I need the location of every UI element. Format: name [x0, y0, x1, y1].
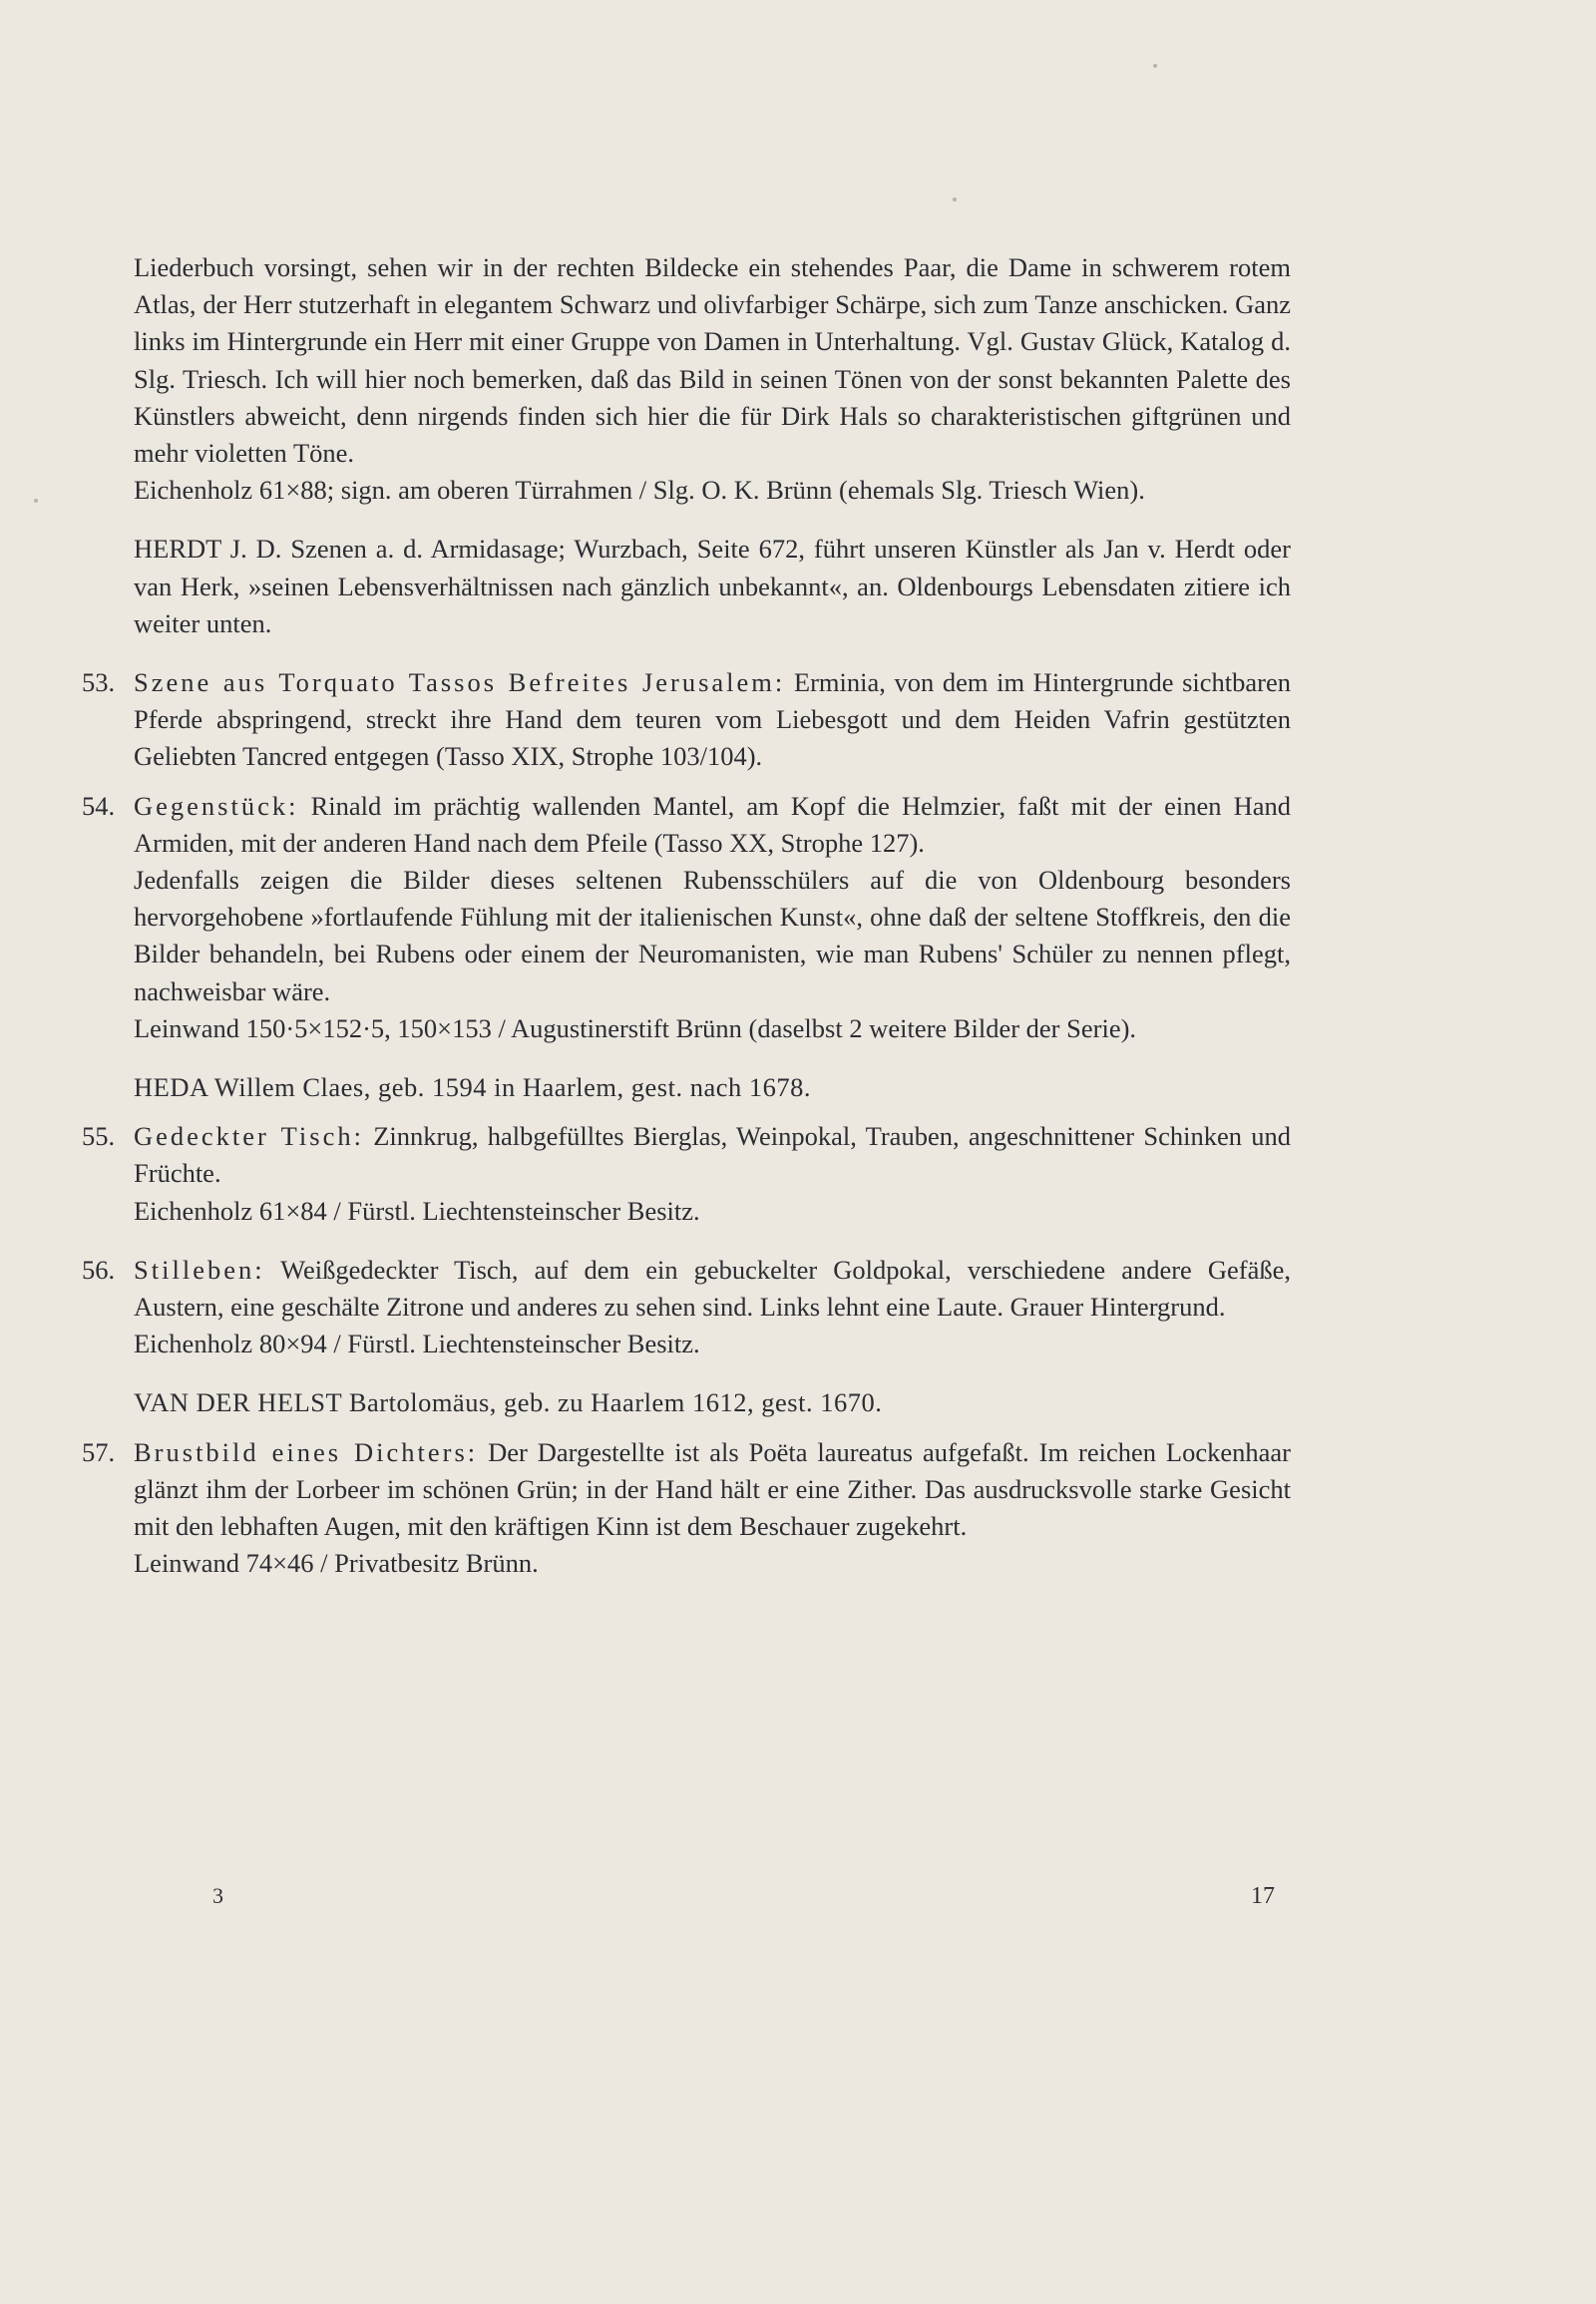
entry-material: Eichenholz 80×94 / Fürstl. Liechtensteinscher Besitz. [134, 1329, 700, 1359]
entry-commentary: Jedenfalls zeigen die Bilder dieses seltenen Rubensschülers auf die von Oldenbourg besonders hervorgehobene »fortlaufende Fühlung mit der italienischen Kunst«, ohne daß der seltene Stoffkreis, den die Bilder behandeln, bei Rubens oder einem der Neuromanisten, wie man Rubens' Schüler zu nennen pflegt, nachweisbar wäre. [134, 865, 1291, 1006]
entry-title: Gegenstück: [134, 790, 299, 821]
entry-title: Gedeckter Tisch: [134, 1121, 364, 1152]
entry-title: Brustbild eines Dichters: [134, 1436, 479, 1467]
main-text [82, 249, 1291, 1583]
paper-speck [953, 197, 957, 201]
entry-text: Erminia, von dem im Hintergrunde sichtbaren Pferde abspringend, streckt ihre Hand dem teuren vom Liebesgott und dem Heiden Vafrin gestützten Geliebten Tancred entgegen (Tasso XIX, Strophe 103/104). [134, 667, 1291, 772]
entry-title: Szene aus Torquato Tassos Befreites Jerusalem: [134, 667, 786, 698]
herdt-header: HERDT J. D. Szenen a. d. Armidasage; Wurzbach, Seite 672, führt unseren Künstler als Jan v. Herdt oder van Herk, »seinen Lebensverhältnissen nach gänzlich unbekannt«, an. Oldenbourgs Lebensdaten zitiere ich weiter unten. [134, 534, 1291, 638]
heda-header: HEDA Willem Claes, geb. 1594 in Haarlem, gest. nach 1678. [134, 1072, 812, 1103]
entry-material: Eichenholz 61×84 / Fürstl. Liechtensteinscher Besitz. [134, 1195, 700, 1226]
page-number: 17 [1251, 1883, 1275, 1909]
signature-mark: 3 [212, 1883, 223, 1908]
paper-speck [34, 499, 38, 503]
entry-text: Rinald im prächtig wallenden Mantel, am Kopf die Helmzier, faßt mit der einen Hand Armiden, mit der anderen Hand nach dem Pfeile (Tasso XX, Strophe 127). [134, 790, 1291, 858]
entry-number: 56. [82, 1254, 116, 1285]
entry-text: Weißgedeckter Tisch, auf dem ein gebuckelter Goldpokal, verschiedene andere Gefäße, Austern, eine geschälte Zitrone und anderes zu sehen sind. Links lehnt eine Laute. Grauer Hintergrund. [134, 1254, 1291, 1323]
entry-number: 54. [82, 790, 116, 821]
entry-53 [82, 664, 1291, 776]
entry-54 [82, 788, 1291, 1047]
entry-text: Zinnkrug, halbgefülltes Bierglas, Weinpokal, Trauben, angeschnittener Schinken und Früchte. [134, 1121, 1291, 1189]
entry-number: 55. [82, 1121, 116, 1152]
entry-number: 53. [82, 667, 116, 698]
helst-header: VAN DER HELST Bartolomäus, geb. zu Haarlem 1612, gest. 1670. [134, 1387, 883, 1418]
entry-text: Der Dargestellte ist als Poëta laureatus aufgefaßt. Im reichen Lockenhaar glänzt ihm der Lorbeer im schönen Grün; in der Hand hält er eine Zither. Das ausdrucksvolle starke Gesicht mit den lebhaften Augen, mit den kräftigen Kinn ist dem Beschauer zugekehrt. [134, 1436, 1291, 1542]
intro-material: Eichenholz 61×88; sign. am oberen Türrahmen / Slg. O. K. Brünn (ehemals Slg. Triesch Wien). [134, 475, 1145, 506]
entry-number: 57. [82, 1436, 116, 1467]
entry-57 [82, 1434, 1291, 1583]
entry-material: Leinwand 150·5×152·5, 150×153 / Augustinerstift Brünn (daselbst 2 weitere Bilder der Serie). [134, 1012, 1137, 1043]
entry-material: Leinwand 74×46 / Privatbesitz Brünn. [134, 1548, 539, 1579]
entry-55 [82, 1118, 1291, 1230]
entry-title: Stilleben: [134, 1254, 265, 1285]
intro-paragraph: Liederbuch vorsingt, sehen wir in der rechten Bildecke ein stehendes Paar, die Dame in schwerem rotem Atlas, der Herr stutzerhaft in elegantem Schwarz und olivfarbiger Schärpe, sich zum Tanze anschicken. Ganz links im Hintergrunde ein Herr mit einer Gruppe von Damen in Unterhaltung. Vgl. Gustav Glück, Katalog d. Slg. Triesch. Ich will hier noch bemerken, daß das Bild in seinen Tönen von der sonst bekannten Palette des Künstlers abweicht, denn nirgends finden sich hier die für Dirk Hals so charakteristischen giftgrünen und mehr violetten Töne. [134, 252, 1291, 469]
entry-56 [82, 1252, 1291, 1363]
paper-speck [1153, 64, 1157, 68]
